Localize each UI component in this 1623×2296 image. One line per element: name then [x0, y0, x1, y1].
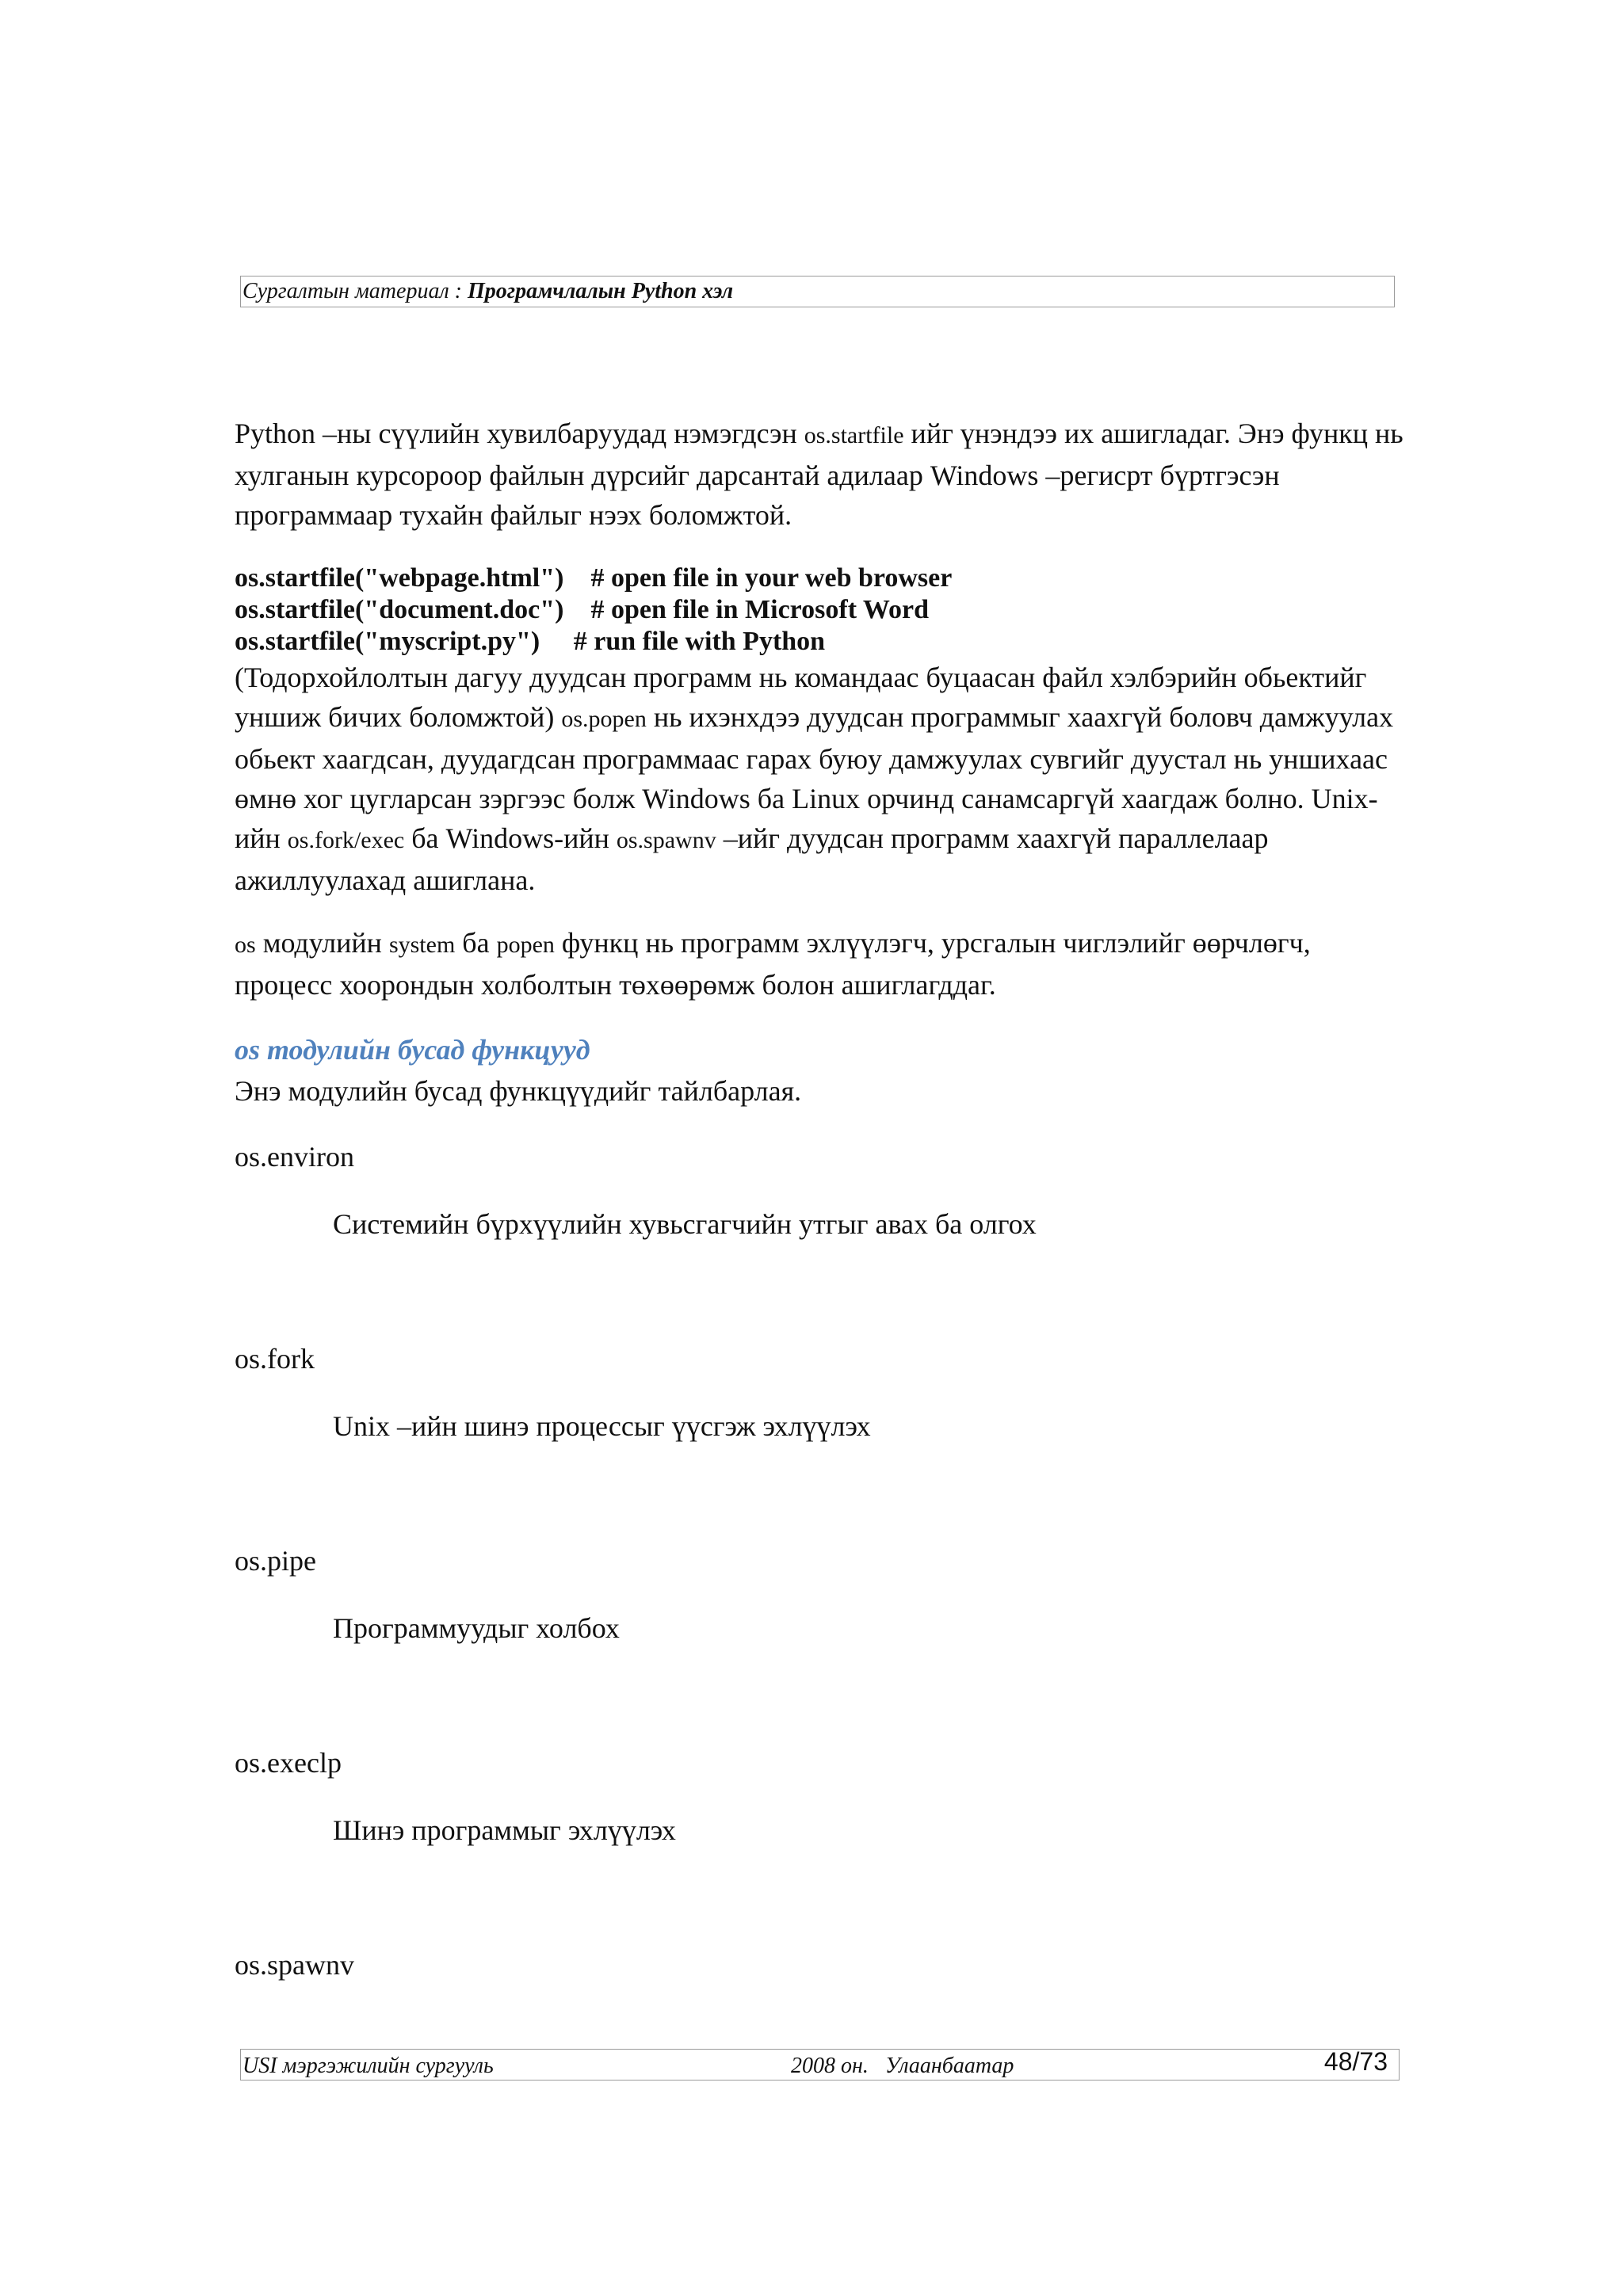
system-text-2: ба [455, 927, 497, 959]
popen-text-2: нь ихэнхдээ дуудсан программыг хаахгүй боловч дамжуулах обьект хаагдсан, дуудагдсан программаас гарах буюу дамжуулах сувгийг дуустал нь уншихаас өмнө хог цугларсан зэргээс болж Windows ба Linux орчинд санамсаргүй хаагдаж болно. Unix-ийн [235, 701, 1394, 854]
function-desc-fork: Unix –ийн шинэ процессыг үүсгэж эхлүүлэх [333, 1410, 871, 1442]
function-name-environ: os.environ [235, 1141, 354, 1173]
code-block [235, 563, 952, 658]
code-text: os.startfile("myscript.py") [235, 627, 547, 656]
code-line [235, 563, 952, 594]
intro-text-2: ийг үнэндээ их ашигладаг. Энэ функц нь хулганын курсороор файлын дүрсийг дарсантай адилаар Windows –регисрт бүртгэсэн программаар тухайн файлыг нээх боломжтой. [235, 418, 1403, 531]
code-comment: # run file with Python [573, 627, 826, 656]
system-text-3: функц нь программ эхлүүлэгч, урсгалын чиглэлийг өөрчлөгч, процесс хоорондын холболтын төхөөрөмж болон ашиглагддаг. [235, 927, 1311, 1001]
page-number: 48/73 [1323, 2047, 1388, 2076]
function-name-pipe: os.pipe [235, 1545, 316, 1577]
code-text: os.startfile("document.doc") [235, 595, 564, 624]
running-footer [240, 2049, 1400, 2081]
code-text: os.startfile("webpage.html") [235, 563, 564, 593]
section-intro: Энэ модулийн бусад функцүүдийг тайлбарлая. [235, 1075, 802, 1107]
section-heading: os тодулийн бусад функцууд [235, 1034, 590, 1066]
code-line [235, 594, 952, 626]
popen-paragraph [235, 658, 1407, 900]
intro-paragraph [235, 414, 1407, 535]
system-code-system: system [388, 932, 456, 958]
code-comment: # open file in your web browser [590, 563, 953, 593]
popen-code-popen: os.popen [561, 706, 647, 732]
intro-text-1: Python –ны сүүлийн хувилбаруудад нэмэгдсэн [235, 418, 804, 449]
system-paragraph [235, 923, 1407, 1005]
function-desc-pipe: Программуудыг холбох [333, 1612, 620, 1644]
popen-code-fork: os.fork/exec [287, 827, 405, 853]
code-line [235, 626, 952, 658]
system-code-os: os [235, 932, 256, 958]
running-header [240, 276, 1395, 307]
code-comment: # open file in Microsoft Word [590, 595, 930, 624]
header-prefix: Сургалтын материал : [242, 279, 468, 303]
function-name-fork: os.fork [235, 1343, 315, 1375]
popen-text-1: (Тодорхойлолтын дагуу дуудсан программ нь командаас буцаасан файл хэлбэрийн обьектийг уншиж бичих боломжтой) [235, 662, 1367, 733]
popen-text-3: ба Windows-ийн [404, 822, 617, 854]
system-code-popen: popen [496, 932, 555, 958]
popen-text-4: –ийг дуудсан программ хаахгүй параллелаар ажиллуулахад ашиглана. [235, 822, 1269, 896]
function-desc-environ: Системийн бүрхүүлийн хувьсгагчийн утгыг авах ба олгох [333, 1208, 1037, 1240]
system-text-1: модулийн [255, 927, 389, 959]
intro-code-startfile: os.startfile [804, 422, 904, 448]
footer-school: USI мэргэжилийн сургууль [242, 2054, 494, 2078]
function-name-execlp: os.execlp [235, 1747, 342, 1779]
popen-code-spawnv: os.spawnv [616, 827, 716, 853]
footer-place-date: 2008 он. Улаанбаатар [791, 2054, 1014, 2078]
function-name-spawnv: os.spawnv [235, 1949, 354, 1981]
function-desc-execlp: Шинэ программыг эхлүүлэх [333, 1814, 676, 1846]
header-title: Програмчлалын Python хэл [468, 279, 734, 303]
